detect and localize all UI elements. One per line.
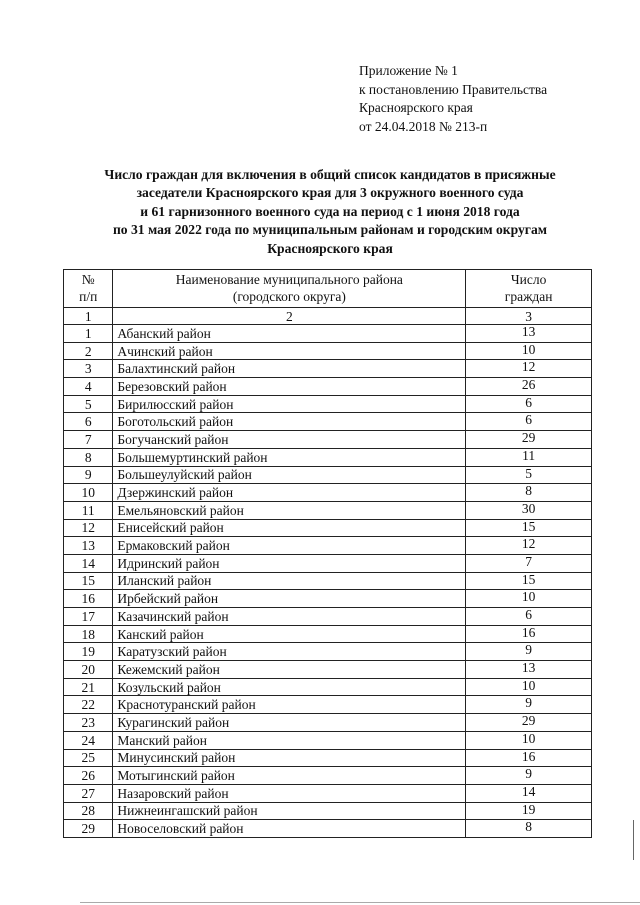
header-name xyxy=(113,270,466,308)
table-row xyxy=(64,572,592,590)
scan-edge-line xyxy=(633,820,634,860)
row-district-name: Емельяновский район xyxy=(113,501,466,519)
table-row xyxy=(64,395,592,413)
row-citizen-count: 8 xyxy=(466,484,592,502)
row-number: 4 xyxy=(64,378,113,396)
table-row xyxy=(64,643,592,661)
row-citizen-count: 12 xyxy=(466,537,592,555)
row-citizen-count: 9 xyxy=(466,696,592,714)
row-number: 7 xyxy=(64,431,113,449)
row-number: 21 xyxy=(64,678,113,696)
row-district-name: Енисейский район xyxy=(113,519,466,537)
row-citizen-count: 29 xyxy=(466,714,592,732)
row-district-name: Ирбейский район xyxy=(113,590,466,608)
row-district-name: Ермаковский район xyxy=(113,537,466,555)
row-citizen-count: 7 xyxy=(466,554,592,572)
table-row xyxy=(64,413,592,431)
row-citizen-count: 19 xyxy=(466,802,592,820)
title-line-5: Красноярского края xyxy=(267,240,393,256)
row-number: 11 xyxy=(64,501,113,519)
table-row xyxy=(64,378,592,396)
table-row xyxy=(64,325,592,343)
row-number: 28 xyxy=(64,802,113,820)
row-citizen-count: 10 xyxy=(466,342,592,360)
row-district-name: Березовский район xyxy=(113,378,466,396)
header-name-line-2: (городского округа) xyxy=(232,288,346,304)
table-row xyxy=(64,749,592,767)
row-number: 18 xyxy=(64,625,113,643)
title-line-3: и 61 гарнизонного военного суда на период с 1 июня 2018 года xyxy=(140,203,520,219)
header-number-line-2: п/п xyxy=(79,288,98,304)
row-district-name: Казачинский район xyxy=(113,608,466,626)
row-district-name: Нижнеингашский район xyxy=(113,802,466,820)
title-line-1: Число граждан для включения в общий список кандидатов в присяжные xyxy=(104,167,556,182)
row-district-name: Дзержинский район xyxy=(113,484,466,502)
row-district-name: Курагинский район xyxy=(113,714,466,732)
table-row xyxy=(64,342,592,360)
row-district-name: Боготольский район xyxy=(113,413,466,431)
attachment-line-2: к постановлению Правительства xyxy=(359,81,548,97)
row-number: 3 xyxy=(64,360,113,378)
districts-table xyxy=(63,269,592,838)
table-row xyxy=(64,767,592,785)
row-district-name: Минусинский район xyxy=(113,749,466,767)
row-citizen-count: 16 xyxy=(466,749,592,767)
row-number: 2 xyxy=(64,342,113,360)
row-number: 6 xyxy=(64,413,113,431)
row-number: 29 xyxy=(64,820,113,838)
row-district-name: Богучанский район xyxy=(113,431,466,449)
attachment-line-3: Красноярского края xyxy=(359,100,473,115)
header-name-line-1: Наименование муниципального района xyxy=(175,272,403,287)
table-row xyxy=(64,554,592,572)
header-count-line-1: Число xyxy=(510,272,547,287)
header-number xyxy=(64,270,113,308)
row-district-name: Абанский район xyxy=(113,325,466,343)
attachment-line-4: от 24.04.2018 № 213-п xyxy=(359,118,488,134)
row-number: 25 xyxy=(64,749,113,767)
table-row xyxy=(64,519,592,537)
row-district-name: Большемуртинский район xyxy=(113,448,466,466)
row-number: 20 xyxy=(64,661,113,679)
row-citizen-count: 30 xyxy=(466,501,592,519)
row-district-name: Большеулуйский район xyxy=(113,466,466,484)
table-row xyxy=(64,537,592,555)
table-body xyxy=(64,325,592,838)
table-row xyxy=(64,678,592,696)
row-citizen-count: 8 xyxy=(466,820,592,838)
header-count-line-2: граждан xyxy=(504,288,553,304)
row-district-name: Краснотуранский район xyxy=(113,696,466,714)
row-district-name: Новоселовский район xyxy=(113,820,466,838)
row-citizen-count: 10 xyxy=(466,731,592,749)
scan-bottom-line xyxy=(80,902,640,903)
table-row xyxy=(64,625,592,643)
table-row xyxy=(64,590,592,608)
row-district-name: Кежемский район xyxy=(113,661,466,679)
row-district-name: Бирилюсский район xyxy=(113,395,466,413)
header-number-line-1: № xyxy=(81,272,95,287)
table-row xyxy=(64,714,592,732)
row-number: 9 xyxy=(64,466,113,484)
row-citizen-count: 29 xyxy=(466,431,592,449)
row-citizen-count: 16 xyxy=(466,625,592,643)
row-number: 26 xyxy=(64,767,113,785)
table-row xyxy=(64,661,592,679)
row-district-name: Канский район xyxy=(113,625,466,643)
row-number: 23 xyxy=(64,714,113,732)
row-citizen-count: 15 xyxy=(466,572,592,590)
row-number: 19 xyxy=(64,643,113,661)
row-number: 13 xyxy=(64,537,113,555)
table-row xyxy=(64,802,592,820)
row-district-name: Манский район xyxy=(113,731,466,749)
title-line-4: по 31 мая 2022 года по муниципальным районам и городским округам xyxy=(112,222,548,238)
row-number: 10 xyxy=(64,484,113,502)
table-row xyxy=(64,784,592,802)
index-cell-3: 3 xyxy=(466,308,592,325)
table-row xyxy=(64,608,592,626)
index-cell-2: 2 xyxy=(113,308,466,325)
table-row xyxy=(64,696,592,714)
row-number: 12 xyxy=(64,519,113,537)
table-row xyxy=(64,501,592,519)
table-row xyxy=(64,484,592,502)
row-citizen-count: 9 xyxy=(466,767,592,785)
row-district-name: Балахтинский район xyxy=(113,360,466,378)
row-number: 8 xyxy=(64,448,113,466)
row-district-name: Мотыгинский район xyxy=(113,767,466,785)
row-district-name: Ачинский район xyxy=(113,342,466,360)
row-citizen-count: 6 xyxy=(466,413,592,431)
title-line-2: заседатели Красноярского края для 3 окружного военного суда xyxy=(136,185,524,201)
table-row xyxy=(64,360,592,378)
column-index-row xyxy=(64,308,592,325)
attachment-line-1: Приложение № 1 xyxy=(359,63,458,78)
row-number: 14 xyxy=(64,554,113,572)
row-number: 15 xyxy=(64,572,113,590)
row-district-name: Идринский район xyxy=(113,554,466,572)
row-citizen-count: 11 xyxy=(466,448,592,466)
row-citizen-count: 12 xyxy=(466,360,592,378)
row-citizen-count: 15 xyxy=(466,519,592,537)
row-citizen-count: 10 xyxy=(466,590,592,608)
table-row xyxy=(64,448,592,466)
row-number: 24 xyxy=(64,731,113,749)
attachment-block xyxy=(359,62,547,136)
table-row xyxy=(64,731,592,749)
table-row xyxy=(64,431,592,449)
row-district-name: Иланский район xyxy=(113,572,466,590)
row-citizen-count: 6 xyxy=(466,395,592,413)
row-citizen-count: 13 xyxy=(466,661,592,679)
row-citizen-count: 5 xyxy=(466,466,592,484)
row-citizen-count: 26 xyxy=(466,378,592,396)
row-district-name: Каратузский район xyxy=(113,643,466,661)
row-citizen-count: 13 xyxy=(466,325,592,343)
row-number: 17 xyxy=(64,608,113,626)
row-district-name: Козульский район xyxy=(113,678,466,696)
row-citizen-count: 10 xyxy=(466,678,592,696)
row-citizen-count: 14 xyxy=(466,784,592,802)
row-number: 16 xyxy=(64,590,113,608)
index-cell-1: 1 xyxy=(64,308,113,325)
row-citizen-count: 9 xyxy=(466,643,592,661)
table-row xyxy=(64,466,592,484)
header-count xyxy=(466,270,592,308)
row-citizen-count: 6 xyxy=(466,608,592,626)
row-number: 5 xyxy=(64,395,113,413)
row-number: 22 xyxy=(64,696,113,714)
document-title xyxy=(60,166,600,258)
table-row xyxy=(64,820,592,838)
table-header-row xyxy=(64,270,592,308)
row-number: 1 xyxy=(64,325,113,343)
row-district-name: Назаровский район xyxy=(113,784,466,802)
row-number: 27 xyxy=(64,784,113,802)
